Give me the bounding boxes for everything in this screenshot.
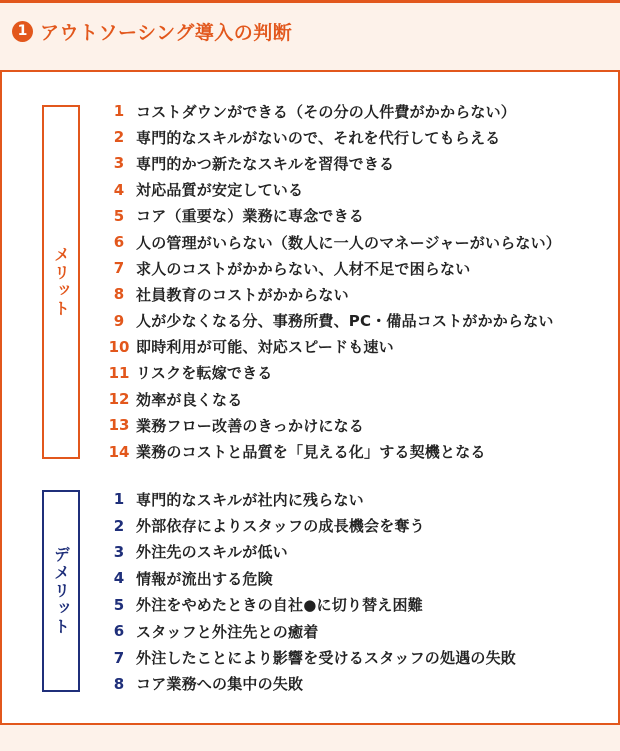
section-header (0, 0, 620, 70)
demerit-item-text: 外注をやめたときの自社●に切り替え困難 (136, 596, 423, 615)
merit-item (102, 177, 561, 203)
section-number-badge: 1 (12, 21, 33, 42)
merit-item-text: 即時利用が可能、対応スピードも速い (136, 338, 394, 357)
section-title: アウトソーシング導入の判断 (40, 22, 293, 44)
merit-item-text: 専門的なスキルがないので、それを代行してもらえる (136, 128, 501, 147)
merit-item (102, 124, 561, 150)
header-rule (0, 0, 620, 3)
merit-item-text: コア（重要な）業務に専念できる (136, 207, 365, 226)
demerit-item-number: 1 (113, 490, 125, 509)
merit-item-number: 14 (108, 442, 130, 461)
demerit-item-number: 6 (113, 622, 125, 641)
demerit-item-text: 情報が流出する危険 (136, 569, 273, 588)
demerit-item-text: スタッフと外注先との癒着 (136, 622, 319, 641)
merit-item (102, 255, 561, 281)
merit-item-number: 3 (113, 154, 125, 173)
merit-item (102, 386, 561, 412)
merit-item-text: 効率が良くなる (136, 390, 243, 409)
demerit-item-text: コア業務への集中の失敗 (136, 675, 304, 694)
demerit-item-number: 4 (113, 569, 125, 588)
demerit-item (102, 671, 516, 697)
merit-item-number: 13 (108, 416, 130, 435)
merit-item-text: 業務フロー改善のきっかけになる (136, 416, 365, 435)
demerit-item (102, 592, 516, 618)
merit-item-text: 業務のコストと品質を「見える化」する契機となる (136, 443, 486, 462)
demerit-item-text: 外注したことにより影響を受けるスタッフの処遇の失敗 (136, 649, 517, 668)
merit-item-text: 求人のコストがかからない、人材不足で困らない (136, 259, 471, 278)
demerit-item (102, 644, 516, 670)
demerit-item (102, 512, 516, 538)
merit-item-number: 10 (108, 337, 130, 356)
demerit-label: デメリット (51, 546, 71, 636)
merit-item-number: 6 (113, 233, 125, 252)
merit-label-box (42, 105, 80, 459)
merit-item-text: 人が少なくなる分、事務所費、PC・備品コストがかからない (136, 312, 554, 331)
merit-item (102, 334, 561, 360)
demerit-item-text: 外部依存によりスタッフの成長機会を奪う (136, 517, 425, 536)
merit-item-text: リスクを転嫁できる (136, 364, 273, 383)
merit-item-number: 1 (113, 102, 125, 121)
merit-item (102, 98, 561, 124)
demerit-item-number: 8 (113, 674, 125, 693)
demerit-item-text: 外注先のスキルが低い (136, 543, 288, 562)
merit-item-number: 9 (113, 311, 125, 330)
merit-list (102, 98, 561, 465)
merit-item (102, 308, 561, 334)
merit-item-number: 4 (113, 180, 125, 199)
demerit-item (102, 618, 516, 644)
merit-item-text: 専門的かつ新たなスキルを習得できる (136, 154, 395, 173)
merit-item-text: コストダウンができる（その分の人件費がかからない） (136, 102, 517, 121)
demerit-item-number: 3 (113, 542, 125, 561)
merit-item-number: 2 (113, 128, 125, 147)
content-panel (0, 70, 620, 725)
merit-item-number: 11 (108, 363, 130, 382)
demerit-item (102, 539, 516, 565)
merit-item (102, 281, 561, 307)
demerit-item-number: 7 (113, 648, 125, 667)
merit-item-text: 社員教育のコストがかからない (136, 285, 349, 304)
merit-item-number: 12 (108, 390, 130, 409)
merit-item-number: 8 (113, 285, 125, 304)
merit-item (102, 412, 561, 438)
demerit-item-number: 5 (113, 595, 125, 614)
merit-item (102, 438, 561, 464)
merit-item (102, 360, 561, 386)
merit-item (102, 203, 561, 229)
demerit-list (102, 486, 516, 697)
merit-item-number: 7 (113, 259, 125, 278)
merit-item-text: 人の管理がいらない（数人に一人のマネージャーがいらない） (136, 233, 562, 252)
demerit-item-text: 専門的なスキルが社内に残らない (136, 490, 364, 509)
demerit-item (102, 486, 516, 512)
merit-label: メリット (51, 246, 71, 318)
merit-item-text: 対応品質が安定している (136, 181, 304, 200)
demerit-label-box (42, 490, 80, 692)
merit-item (102, 150, 561, 176)
demerit-item-number: 2 (113, 516, 125, 535)
merit-item-number: 5 (113, 206, 125, 225)
merit-item (102, 229, 561, 255)
demerit-item (102, 565, 516, 591)
